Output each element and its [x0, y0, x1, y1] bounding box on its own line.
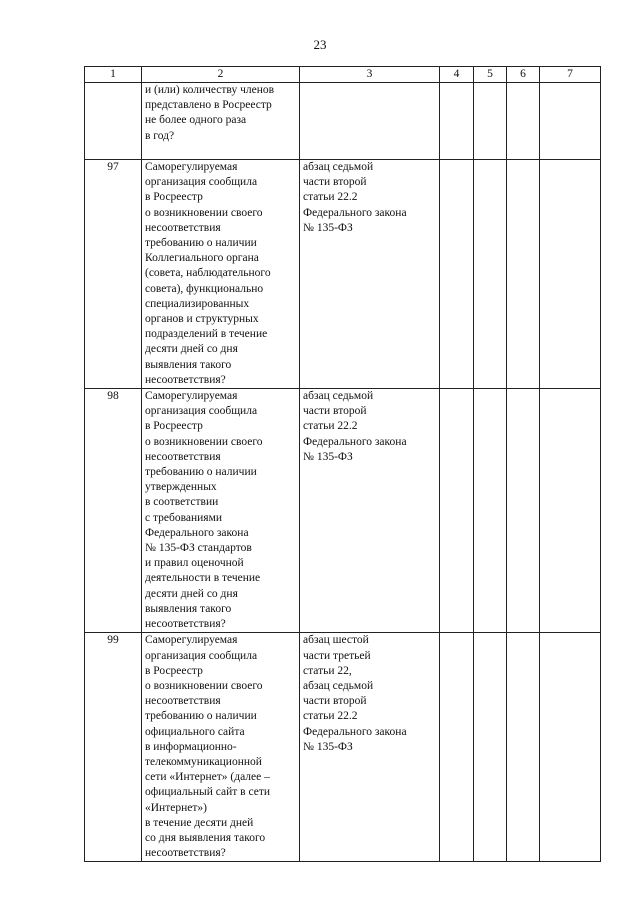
- cell-col-7: [540, 633, 601, 862]
- legal-basis: [300, 83, 440, 160]
- question-text: Саморегулируемая организация сообщила в Росреестр о возникновении своего несоответствия требованию о наличии утвержденных в соответствии с требованиями Федерального закона № 135-ФЗ стандартов и правил оценочной деятельности в течение десяти дней со дня выявления такого несоответствия?: [142, 389, 300, 633]
- header-col-1: 1: [85, 67, 142, 83]
- header-row: [85, 67, 601, 83]
- header-col-6: 6: [507, 67, 540, 83]
- table-row-97: [85, 160, 601, 389]
- cell-col-5: [474, 160, 507, 389]
- cell-col-4: [440, 633, 474, 862]
- table-row-99: [85, 633, 601, 862]
- question-text: и (или) количеству членов представлено в Росреестр не более одного раза в год?: [142, 83, 300, 160]
- cell-col-4: [440, 83, 474, 160]
- cell-col-7: [540, 83, 601, 160]
- legal-basis: абзац седьмой части второй статьи 22.2 Федерального закона № 135-ФЗ: [300, 389, 440, 633]
- row-number: 97: [85, 160, 142, 389]
- cell-col-6: [507, 160, 540, 389]
- header-col-5: 5: [474, 67, 507, 83]
- cell-col-4: [440, 389, 474, 633]
- header-col-3: 3: [300, 67, 440, 83]
- table-row-98: [85, 389, 601, 633]
- question-text: Саморегулируемая организация сообщила в Росреестр о возникновении своего несоответствия требованию о наличии официального сайта в информационно- телекоммуникационной сети «Интернет» (далее – официальный сайт в сети «Интернет») в течение десяти дней со дня выявления такого несоответствия?: [142, 633, 300, 862]
- header-col-2: 2: [142, 67, 300, 83]
- cell-col-6: [507, 389, 540, 633]
- question-text: Саморегулируемая организация сообщила в Росреестр о возникновении своего несоответствия требованию о наличии Коллегиального органа (совета, наблюдательного совета), функционально специализированных органов и структурных подразделений в течение десяти дней со дня выявления такого несоответствия?: [142, 160, 300, 389]
- table-row-continuation: [85, 83, 601, 160]
- cell-col-7: [540, 389, 601, 633]
- page-number: 23: [313, 37, 327, 52]
- legal-basis: абзац шестой части третьей статьи 22, абзац седьмой части второй статьи 22.2 Федерального закона № 135-ФЗ: [300, 633, 440, 862]
- row-number: 99: [85, 633, 142, 862]
- row-number: [85, 83, 142, 160]
- cell-col-5: [474, 633, 507, 862]
- checklist-table: [84, 66, 601, 862]
- cell-col-5: [474, 83, 507, 160]
- cell-col-6: [507, 83, 540, 160]
- row-number: 98: [85, 389, 142, 633]
- cell-col-6: [507, 633, 540, 862]
- cell-col-4: [440, 160, 474, 389]
- legal-basis: абзац седьмой части второй статьи 22.2 Федерального закона № 135-ФЗ: [300, 160, 440, 389]
- cell-col-7: [540, 160, 601, 389]
- header-col-7: 7: [540, 67, 601, 83]
- cell-col-5: [474, 389, 507, 633]
- header-col-4: 4: [440, 67, 474, 83]
